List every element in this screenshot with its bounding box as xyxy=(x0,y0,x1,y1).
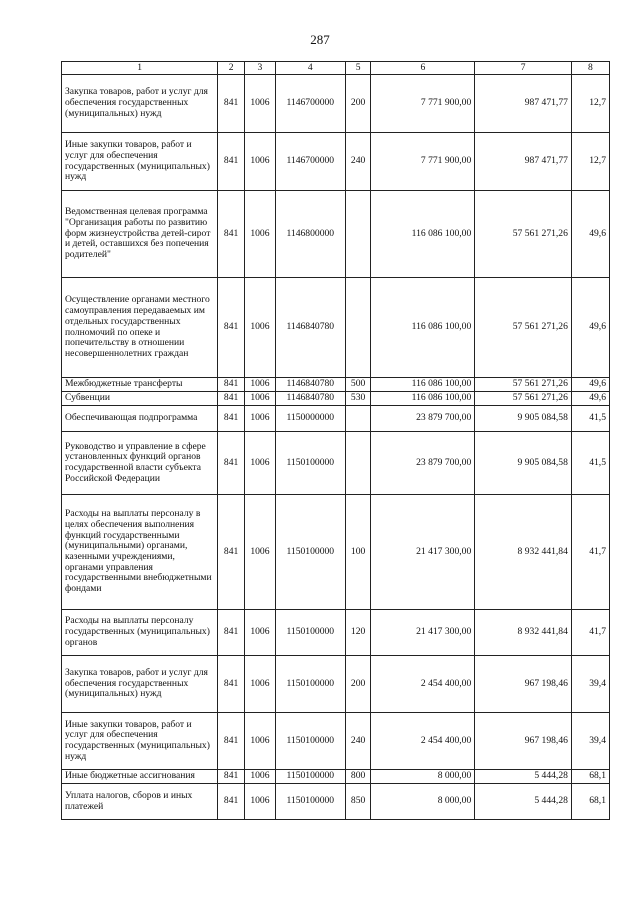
section-code-cell: 1006 xyxy=(244,770,275,784)
row-name-cell: Межбюджетные трансферты xyxy=(62,378,218,392)
planned-amount-cell: 23 879 700,00 xyxy=(371,406,475,432)
execution-percent-cell: 39,4 xyxy=(571,656,609,713)
execution-percent-cell: 12,7 xyxy=(571,75,609,133)
target-article-cell: 1146700000 xyxy=(275,133,345,191)
expense-type-cell xyxy=(345,432,371,495)
table-row xyxy=(62,75,610,133)
expense-type-cell xyxy=(345,191,371,278)
planned-amount-cell: 116 086 100,00 xyxy=(371,191,475,278)
target-article-cell: 1150100000 xyxy=(275,495,345,610)
execution-percent-cell: 49,6 xyxy=(571,278,609,378)
executed-amount-cell: 57 561 271,26 xyxy=(475,392,572,406)
planned-amount-cell: 8 000,00 xyxy=(371,770,475,784)
executed-amount-cell: 8 932 441,84 xyxy=(475,495,572,610)
executed-amount-cell: 9 905 084,58 xyxy=(475,432,572,495)
admin-code-cell: 841 xyxy=(218,133,245,191)
expense-type-cell xyxy=(345,278,371,378)
section-code-cell: 1006 xyxy=(244,392,275,406)
section-code-cell: 1006 xyxy=(244,656,275,713)
section-code-cell: 1006 xyxy=(244,713,275,770)
row-name-cell: Иные закупки товаров, работ и услуг для обеспечения государственных (муниципальных) нужд xyxy=(62,133,218,191)
table-row xyxy=(62,770,610,784)
expense-type-cell: 800 xyxy=(345,770,371,784)
section-code-cell: 1006 xyxy=(244,784,275,820)
admin-code-cell: 841 xyxy=(218,392,245,406)
row-name-cell: Иные бюджетные ассигнования xyxy=(62,770,218,784)
table-row xyxy=(62,713,610,770)
row-name-cell: Осуществление органами местного самоуправления передаваемых им отдельных государственных полномочий по опеке и попечительству в отношении несовершеннолетних граждан xyxy=(62,278,218,378)
section-code-cell: 1006 xyxy=(244,432,275,495)
table-row xyxy=(62,406,610,432)
table-row xyxy=(62,432,610,495)
budget-table xyxy=(61,61,610,820)
column-header: 3 xyxy=(244,62,275,75)
planned-amount-cell: 23 879 700,00 xyxy=(371,432,475,495)
admin-code-cell: 841 xyxy=(218,713,245,770)
execution-percent-cell: 41,7 xyxy=(571,495,609,610)
expense-type-cell: 120 xyxy=(345,610,371,656)
executed-amount-cell: 9 905 084,58 xyxy=(475,406,572,432)
execution-percent-cell: 49,6 xyxy=(571,392,609,406)
table-row xyxy=(62,784,610,820)
target-article-cell: 1150100000 xyxy=(275,656,345,713)
column-header: 1 xyxy=(62,62,218,75)
expense-type-cell: 240 xyxy=(345,713,371,770)
table-row xyxy=(62,610,610,656)
execution-percent-cell: 68,1 xyxy=(571,784,609,820)
planned-amount-cell: 116 086 100,00 xyxy=(371,392,475,406)
expense-type-cell xyxy=(345,406,371,432)
admin-code-cell: 841 xyxy=(218,191,245,278)
row-name-cell: Уплата налогов, сборов и иных платежей xyxy=(62,784,218,820)
row-name-cell: Расходы на выплаты персоналу в целях обеспечения выполнения функций государственными (муниципальными) органами, казенными учреждениями, органами управления государственными внебюджетными фондами xyxy=(62,495,218,610)
target-article-cell: 1146800000 xyxy=(275,191,345,278)
column-header: 7 xyxy=(475,62,572,75)
row-name-cell: Обеспечивающая подпрограмма xyxy=(62,406,218,432)
table-row xyxy=(62,392,610,406)
section-code-cell: 1006 xyxy=(244,75,275,133)
admin-code-cell: 841 xyxy=(218,610,245,656)
table-row xyxy=(62,656,610,713)
row-name-cell: Ведомственная целевая программа "Организация работы по развитию форм жизнеустройства детей-сирот и детей, оставшихся без попечения родителей" xyxy=(62,191,218,278)
executed-amount-cell: 57 561 271,26 xyxy=(475,278,572,378)
admin-code-cell: 841 xyxy=(218,770,245,784)
section-code-cell: 1006 xyxy=(244,378,275,392)
section-code-cell: 1006 xyxy=(244,610,275,656)
expense-type-cell: 200 xyxy=(345,656,371,713)
admin-code-cell: 841 xyxy=(218,378,245,392)
executed-amount-cell: 57 561 271,26 xyxy=(475,191,572,278)
target-article-cell: 1146840780 xyxy=(275,392,345,406)
admin-code-cell: 841 xyxy=(218,495,245,610)
target-article-cell: 1150100000 xyxy=(275,770,345,784)
planned-amount-cell: 116 086 100,00 xyxy=(371,378,475,392)
execution-percent-cell: 49,6 xyxy=(571,378,609,392)
target-article-cell: 1146840780 xyxy=(275,378,345,392)
planned-amount-cell: 7 771 900,00 xyxy=(371,75,475,133)
planned-amount-cell: 8 000,00 xyxy=(371,784,475,820)
row-name-cell: Субвенции xyxy=(62,392,218,406)
column-header: 8 xyxy=(571,62,609,75)
target-article-cell: 1150100000 xyxy=(275,432,345,495)
target-article-cell: 1150100000 xyxy=(275,784,345,820)
target-article-cell: 1146840780 xyxy=(275,278,345,378)
executed-amount-cell: 8 932 441,84 xyxy=(475,610,572,656)
expense-type-cell: 850 xyxy=(345,784,371,820)
column-header: 4 xyxy=(275,62,345,75)
expense-type-cell: 240 xyxy=(345,133,371,191)
row-name-cell: Иные закупки товаров, работ и услуг для обеспечения государственных (муниципальных) нужд xyxy=(62,713,218,770)
column-header: 6 xyxy=(371,62,475,75)
execution-percent-cell: 68,1 xyxy=(571,770,609,784)
admin-code-cell: 841 xyxy=(218,278,245,378)
admin-code-cell: 841 xyxy=(218,784,245,820)
table-row xyxy=(62,495,610,610)
column-header: 2 xyxy=(218,62,245,75)
row-name-cell: Расходы на выплаты персоналу государственных (муниципальных) органов xyxy=(62,610,218,656)
table-row xyxy=(62,278,610,378)
table-row xyxy=(62,191,610,278)
executed-amount-cell: 967 198,46 xyxy=(475,656,572,713)
expense-type-cell: 500 xyxy=(345,378,371,392)
target-article-cell: 1150100000 xyxy=(275,610,345,656)
admin-code-cell: 841 xyxy=(218,432,245,495)
target-article-cell: 1146700000 xyxy=(275,75,345,133)
row-name-cell: Руководство и управление в сфере установленных функций органов государственной власти субъекта Российской Федерации xyxy=(62,432,218,495)
executed-amount-cell: 987 471,77 xyxy=(475,133,572,191)
column-header: 5 xyxy=(345,62,371,75)
table-row xyxy=(62,133,610,191)
planned-amount-cell: 21 417 300,00 xyxy=(371,610,475,656)
target-article-cell: 1150100000 xyxy=(275,713,345,770)
execution-percent-cell: 41,7 xyxy=(571,610,609,656)
planned-amount-cell: 2 454 400,00 xyxy=(371,713,475,770)
execution-percent-cell: 41,5 xyxy=(571,406,609,432)
execution-percent-cell: 41,5 xyxy=(571,432,609,495)
row-name-cell: Закупка товаров, работ и услуг для обеспечения государственных (муниципальных) нужд xyxy=(62,656,218,713)
expense-type-cell: 530 xyxy=(345,392,371,406)
planned-amount-cell: 21 417 300,00 xyxy=(371,495,475,610)
page-number: 287 xyxy=(310,32,330,47)
table-row xyxy=(62,378,610,392)
executed-amount-cell: 987 471,77 xyxy=(475,75,572,133)
expense-type-cell: 200 xyxy=(345,75,371,133)
execution-percent-cell: 49,6 xyxy=(571,191,609,278)
table-header-row xyxy=(62,62,610,75)
execution-percent-cell: 39,4 xyxy=(571,713,609,770)
admin-code-cell: 841 xyxy=(218,75,245,133)
row-name-cell: Закупка товаров, работ и услуг для обеспечения государственных (муниципальных) нужд xyxy=(62,75,218,133)
expense-type-cell: 100 xyxy=(345,495,371,610)
executed-amount-cell: 967 198,46 xyxy=(475,713,572,770)
section-code-cell: 1006 xyxy=(244,191,275,278)
section-code-cell: 1006 xyxy=(244,406,275,432)
target-article-cell: 1150000000 xyxy=(275,406,345,432)
section-code-cell: 1006 xyxy=(244,495,275,610)
execution-percent-cell: 12,7 xyxy=(571,133,609,191)
executed-amount-cell: 5 444,28 xyxy=(475,784,572,820)
section-code-cell: 1006 xyxy=(244,278,275,378)
planned-amount-cell: 2 454 400,00 xyxy=(371,656,475,713)
planned-amount-cell: 116 086 100,00 xyxy=(371,278,475,378)
admin-code-cell: 841 xyxy=(218,656,245,713)
section-code-cell: 1006 xyxy=(244,133,275,191)
planned-amount-cell: 7 771 900,00 xyxy=(371,133,475,191)
executed-amount-cell: 57 561 271,26 xyxy=(475,378,572,392)
admin-code-cell: 841 xyxy=(218,406,245,432)
executed-amount-cell: 5 444,28 xyxy=(475,770,572,784)
